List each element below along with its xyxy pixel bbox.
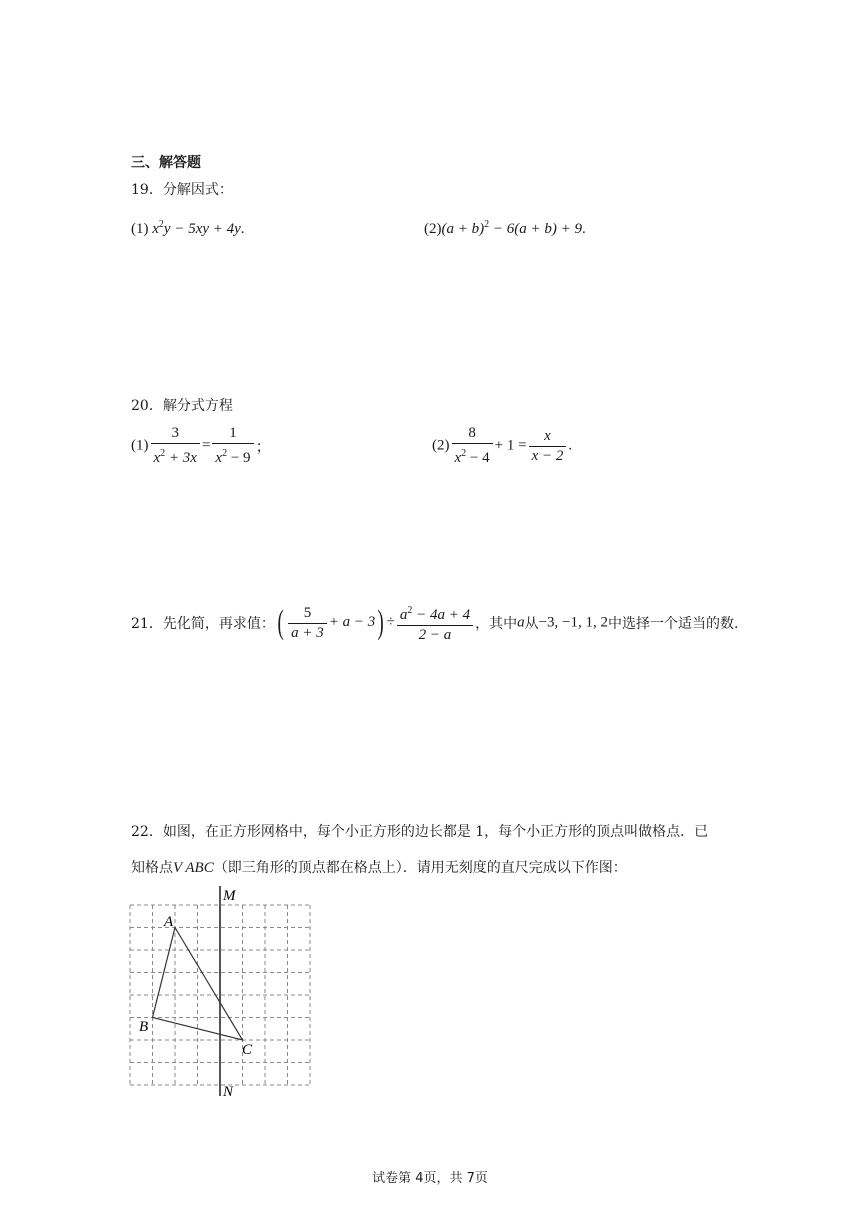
page-footer: 试卷第 4页，共 7页: [372, 1171, 488, 1186]
q21-suffix1: ，其中: [475, 616, 518, 632]
plus-one-equals: + 1 =: [494, 437, 527, 454]
q22-line2-a: 知格点: [131, 860, 173, 876]
q22-line1: 22．如图，在正方形网格中，每个小正方形的边长都是 1，每个小正方形的顶点叫做格点．已: [131, 824, 709, 840]
fraction-den-var: x: [153, 450, 161, 466]
fraction-numerator: x: [529, 427, 567, 447]
label-b: B: [139, 1019, 149, 1035]
fraction-den-rest: − 4: [466, 450, 490, 466]
q20-part1: [131, 424, 271, 468]
fraction-denominator: a + 3: [291, 624, 324, 641]
left-paren: (: [277, 604, 284, 641]
q20-part1-label: (1): [131, 437, 149, 454]
q20-part2: [432, 424, 572, 468]
fraction-numerator: 1: [212, 424, 253, 444]
q19-part2: $(2)(a + b)^2 - 6(a + b) + 9$.: [424, 219, 586, 237]
q19-part2-end: .: [581, 221, 586, 237]
right-paren: ): [377, 604, 385, 641]
fraction-numerator: 3: [151, 424, 200, 444]
q19-part2-label: (2): [424, 221, 442, 237]
section-heading: 三、解答题: [131, 155, 201, 171]
q21-var: a: [517, 614, 525, 631]
q22-line2: [131, 857, 627, 877]
q22-line2-b: （即三角形的顶点都在格点上）．请用无刻度的直尺完成以下作图：: [213, 860, 627, 876]
fraction-denominator: 2 − a: [418, 627, 452, 643]
fraction-denominator: x − 2: [531, 447, 564, 464]
fraction-den-rest: + 3x: [165, 450, 197, 466]
grid-figure: [120, 880, 330, 1100]
q19-part2-rest: − 6(a + b) + 9: [489, 221, 582, 237]
q20-part2-label: (2): [432, 437, 450, 454]
q19-title: 19．分解因式：: [131, 182, 233, 198]
q21-fraction2: $\frac{a^2 - 4a + 4}{2 - a}$: [397, 601, 473, 645]
q20-title: 20．解分式方程: [131, 398, 233, 414]
q20-part1-end: ；: [255, 439, 271, 456]
q21-suffix3: 中选择一个适当的数.: [608, 616, 739, 632]
label-n: N: [223, 1084, 234, 1100]
q21-line: [131, 601, 738, 645]
fraction-num-rest: − 4a + 4: [412, 607, 471, 623]
fraction-den-var: x: [454, 450, 462, 466]
q19-part1-end: .: [240, 221, 245, 237]
q19-part1-label: (1): [131, 221, 149, 237]
q19-part1-rest: y − 5xy + 4y: [163, 221, 241, 237]
fraction-numerator: 5: [288, 604, 327, 624]
q19-part2-base: (a + b): [441, 221, 485, 237]
q20-part2-end: .: [568, 437, 573, 454]
label-c: C: [242, 1042, 253, 1058]
q20-part2-right-fraction: [529, 427, 567, 466]
q21-values: −3, −1, 1, 2: [538, 614, 609, 631]
q19-part1: (1) $x^2y - 5xy + 4y$.: [131, 219, 245, 237]
fraction-numerator: 8: [452, 424, 493, 444]
fraction-den-var: x: [215, 450, 223, 466]
fraction-num-var: a: [399, 607, 408, 623]
q20-part2-left-fraction: $\frac{8}{x^2 - 4}$: [452, 424, 493, 468]
q20-part1-left-fraction: $\frac{3}{x^2 + 3x}$: [151, 424, 200, 468]
q21-fraction1: [288, 604, 327, 643]
divide-sign: ÷: [386, 614, 395, 631]
label-m: M: [223, 888, 236, 904]
q21-prefix: 21．先化简，再求值：: [131, 616, 275, 632]
fraction-den-rest: − 9: [227, 450, 251, 466]
equals-sign: =: [201, 437, 211, 454]
q20-part1-right-fraction: $\frac{1}{x^2 - 9}$: [212, 424, 253, 468]
q22-triangle-name: V ABC: [173, 860, 214, 876]
q19-part1-x: x: [152, 221, 159, 237]
label-a: A: [164, 914, 174, 930]
q21-mid-expr: + a − 3: [328, 614, 376, 631]
q21-suffix2: 从: [524, 616, 539, 632]
